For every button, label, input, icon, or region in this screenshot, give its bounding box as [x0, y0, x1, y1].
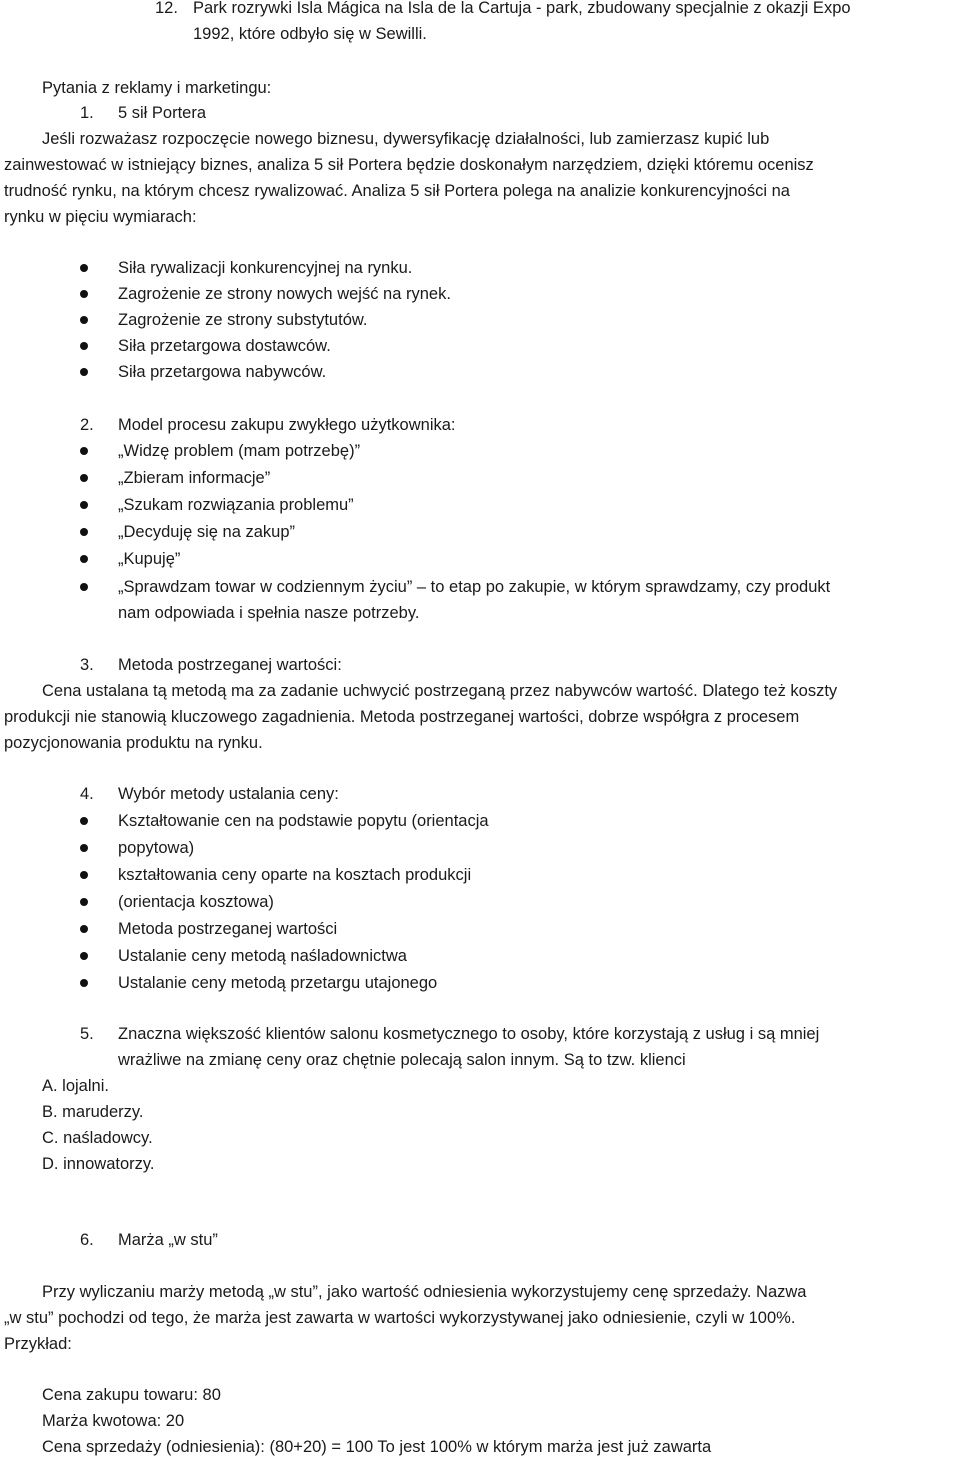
q1-para-line: trudność rynku, na którym chcesz rywalizować. Analiza 5 sił Portera polega na analizie konkurencyjności na — [4, 182, 790, 200]
q1-bullet-item: Siła przetargowa dostawców. — [118, 337, 331, 355]
bullet-icon — [80, 952, 88, 960]
q5-option: B. maruderzy. — [42, 1103, 144, 1121]
q2-bullet-item: „Kupuję” — [118, 550, 181, 568]
q1-title: 5 sił Portera — [118, 104, 207, 122]
q2-title: Model procesu zakupu zwykłego użytkownika: — [118, 416, 456, 434]
bullet-icon — [80, 501, 88, 509]
q6-para-line: Przykład: — [4, 1335, 72, 1353]
q1-bullet-item: Siła rywalizacji konkurencyjnej na rynku. — [118, 259, 413, 277]
q4-number: 4. — [80, 785, 94, 803]
q2-number: 2. — [80, 416, 94, 434]
bullet-icon — [80, 342, 88, 350]
q6-example-line: Cena sprzedaży (odniesienia): (80+20) = 100 To jest 100% w którym marża jest już zawarta — [42, 1438, 712, 1456]
bullet-icon — [80, 290, 88, 298]
q4-bullet-item: (orientacja kosztowa) — [118, 893, 274, 911]
q5-number: 5. — [80, 1025, 94, 1043]
q4-bullet-item: kształtowania ceny oparte na kosztach produkcji — [118, 866, 472, 884]
bullet-icon — [80, 925, 88, 933]
q2-bullet-item: „Sprawdzam towar w codziennym życiu” – to etap po zakupie, w którym sprawdzamy, czy produkt — [118, 578, 831, 596]
bullet-icon — [80, 368, 88, 376]
bullet-icon — [80, 264, 88, 272]
q1-number: 1. — [80, 104, 94, 122]
q6-para-line: „w stu” pochodzi od tego, że marża jest zawarta w wartości wykorzystywanej jako odniesienie, czyli w 100%. — [4, 1309, 796, 1327]
q2-bullet-item: „Decyduję się na zakup” — [118, 523, 296, 541]
bullet-icon — [80, 447, 88, 455]
q3-para-line: Cena ustalana tą metodą ma za zadanie uchwycić postrzeganą przez nabywców wartość. Dlatego też koszty — [42, 682, 838, 700]
q4-title: Wybór metody ustalania ceny: — [118, 785, 339, 803]
q4-bullet-item: Ustalanie ceny metodą przetargu utajonego — [118, 974, 438, 992]
bullet-icon — [80, 474, 88, 482]
q6-example-line: Marża kwotowa: 20 — [42, 1412, 185, 1430]
bullet-icon — [80, 555, 88, 563]
q1-para-line: rynku w pięciu wymiarach: — [4, 208, 197, 226]
q2-bullet-item: „Widzę problem (mam potrzebę)” — [118, 442, 361, 460]
q6-title: Marża „w stu” — [118, 1231, 218, 1249]
q4-bullet-item: Ustalanie ceny metodą naśladownictwa — [118, 947, 407, 965]
q3-title: Metoda postrzeganej wartości: — [118, 656, 342, 674]
item-12-line-2: 1992, które odbyło się w Sewilli. — [193, 25, 427, 43]
q5-option: D. innowatorzy. — [42, 1155, 155, 1173]
q3-para-line: produkcji nie stanowią kluczowego zagadnienia. Metoda postrzeganej wartości, dobrze współgra z procesem — [4, 708, 800, 726]
bullet-icon — [80, 898, 88, 906]
q6-para-line: Przy wyliczaniu marży metodą „w stu”, jako wartość odniesienia wykorzystujemy cenę sprzedaży. Nazwa — [42, 1283, 807, 1301]
q1-para-line: Jeśli rozważasz rozpoczęcie nowego biznesu, dywersyfikację działalności, lub zamierzasz kupić lub — [42, 130, 770, 148]
q1-para-line: zainwestować w istniejący biznes, analiza 5 sił Portera będzie doskonałym narzędziem, dzięki któremu ocenisz — [4, 156, 814, 174]
bullet-icon — [80, 844, 88, 852]
q2-bullet-item-continuation: nam odpowiada i spełnia nasze potrzeby. — [118, 604, 420, 622]
q2-bullet-item: „Zbieram informacje” — [118, 469, 271, 487]
bullet-icon — [80, 583, 88, 591]
bullet-icon — [80, 817, 88, 825]
section-heading: Pytania z reklamy i marketingu: — [42, 79, 272, 97]
q5-line-1: Znaczna większość klientów salonu kosmetycznego to osoby, które korzystają z usług i są mniej — [118, 1025, 820, 1043]
item-12-line-1: Park rozrywki Isla Mágica na Isla de la Cartuja - park, zbudowany specjalnie z okazji Expo — [193, 0, 851, 17]
q6-number: 6. — [80, 1231, 94, 1249]
item-12-number: 12. — [155, 0, 178, 17]
q2-bullet-item: „Szukam rozwiązania problemu” — [118, 496, 354, 514]
q6-example-line: Cena zakupu towaru: 80 — [42, 1386, 221, 1404]
q5-option: C. naśladowcy. — [42, 1129, 153, 1147]
q4-bullet-item: popytowa) — [118, 839, 195, 857]
q5-line-2: wrażliwe na zmianę ceny oraz chętnie polecają salon innym. Są to tzw. klienci — [118, 1051, 686, 1069]
bullet-icon — [80, 528, 88, 536]
q1-bullet-item: Zagrożenie ze strony substytutów. — [118, 311, 368, 329]
q3-para-line: pozycjonowania produktu na rynku. — [4, 734, 263, 752]
q4-bullet-item: Kształtowanie cen na podstawie popytu (orientacja — [118, 812, 489, 830]
bullet-icon — [80, 979, 88, 987]
q1-bullet-item: Siła przetargowa nabywców. — [118, 363, 327, 381]
bullet-icon — [80, 871, 88, 879]
q5-option: A. lojalni. — [42, 1077, 109, 1095]
q1-bullet-item: Zagrożenie ze strony nowych wejść na rynek. — [118, 285, 451, 303]
bullet-icon — [80, 316, 88, 324]
q3-number: 3. — [80, 656, 94, 674]
q4-bullet-item: Metoda postrzeganej wartości — [118, 920, 338, 938]
